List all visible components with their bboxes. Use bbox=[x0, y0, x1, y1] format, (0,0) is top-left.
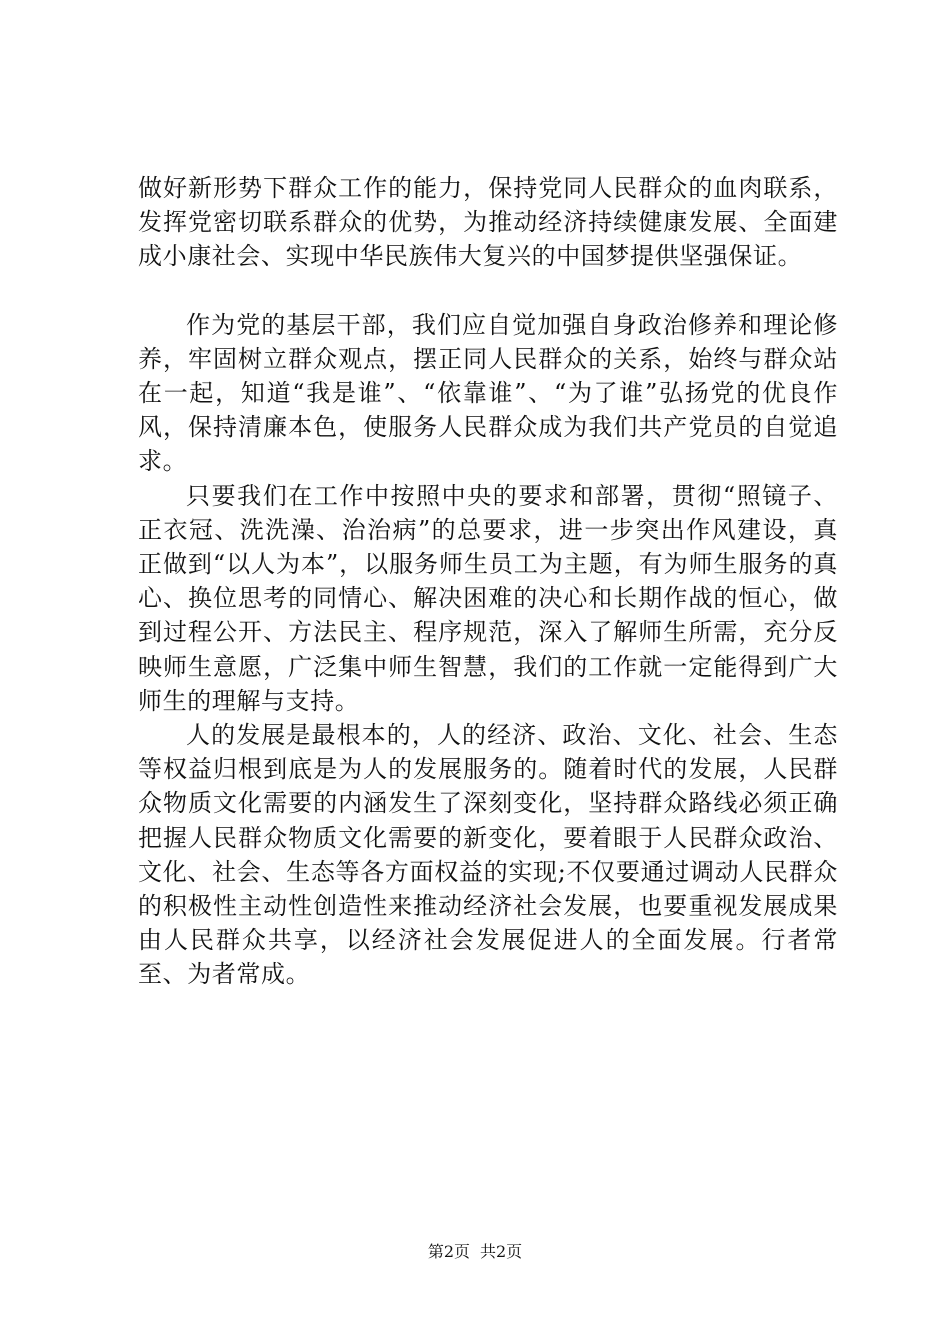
paragraph-3: 只要我们在工作中按照中央的要求和部署，贯彻“照镜子、正衣冠、洗洗澡、治治病”的总要求，进一步突出作风建设，真正做到“以人为本”，以服务师生员工为主题，有为师生服务的真心、换位思考的同情心、解决困难的决心和长期作战的恒心，做到过程公开、方法民主、程序规范，深入了解师生所需，充分反映师生意愿，广泛集中师生智慧，我们的工作就一定能得到广大师生的理解与支持。 bbox=[138, 481, 838, 715]
document-body bbox=[138, 171, 838, 992]
paragraph-1: 做好新形势下群众工作的能力，保持党同人民群众的血肉联系，发挥党密切联系群众的优势，为推动经济持续健康发展、全面建成小康社会、实现中华民族伟大复兴的中国梦提供坚强保证。 bbox=[138, 174, 838, 271]
paragraph-4: 人的发展是最根本的，人的经济、政治、文化、社会、生态等权益归根到底是为人的发展服务的。随着时代的发展，人民群众物质文化需要的内涵发生了深刻变化，坚持群众路线必须正确把握人民群众物质文化需要的新变化，要着眼于人民群众政治、文化、社会、生态等各方面权益的实现;不仅要通过调动人民群众的积极性主动性创造性来推动经济社会发展，也要重视发展成果由人民群众共享，以经济社会发展促进人的全面发展。行者常至、为者常成。 bbox=[138, 721, 838, 989]
page-number-current: 第2页 bbox=[427, 1242, 470, 1261]
page-footer bbox=[0, 1242, 950, 1262]
paragraph-2: 作为党的基层干部，我们应自觉加强自身政治修养和理论修养，牢固树立群众观点，摆正同人民群众的关系，始终与群众站在一起，知道“我是谁”、“依靠谁”、“为了谁”弘扬党的优良作风，保持清廉本色，使服务人民群众成为我们共产党员的自觉追求。 bbox=[138, 310, 838, 476]
page-number-total: 共2页 bbox=[480, 1242, 523, 1261]
